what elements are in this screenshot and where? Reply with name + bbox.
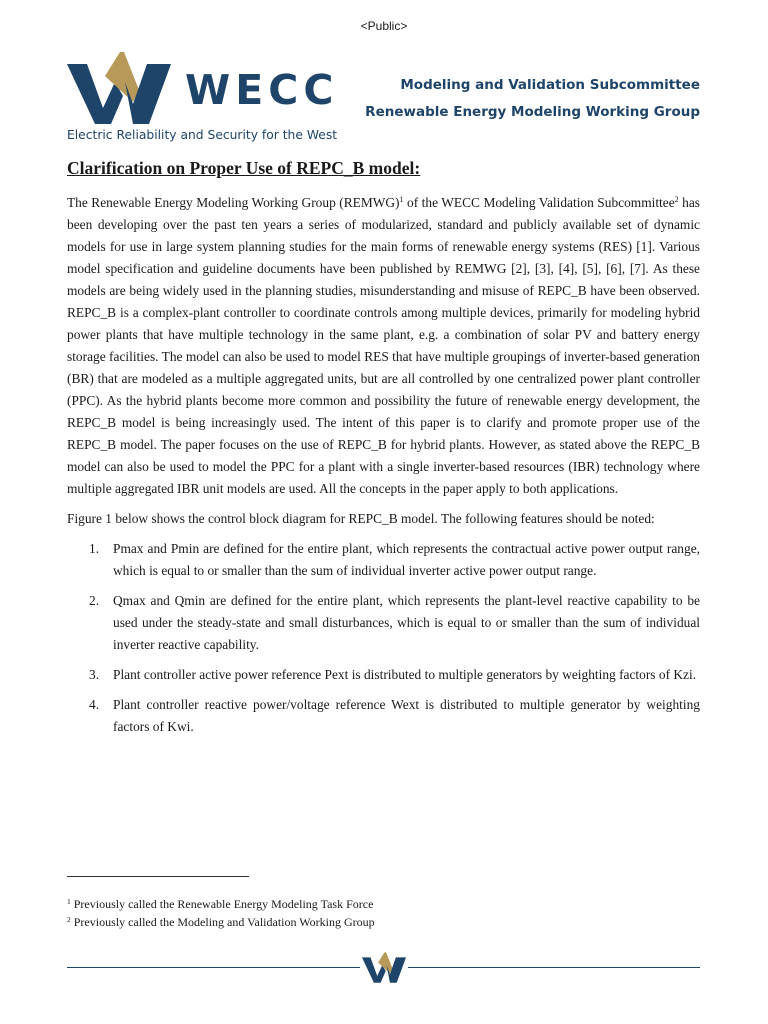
footnote-marker: 2 bbox=[67, 914, 71, 924]
document-body bbox=[67, 192, 700, 746]
intro-text-1: The Renewable Energy Modeling Working Group (REMWG) bbox=[67, 195, 400, 210]
wecc-w-logo-icon bbox=[67, 52, 171, 126]
footer-rule-right bbox=[408, 967, 700, 968]
list-item bbox=[67, 538, 700, 582]
footnotes bbox=[67, 896, 375, 931]
header-committee-block bbox=[365, 72, 700, 126]
list-item-text: Plant controller active power reference Pext is distributed to multiple generators by weighting factors of Kzi. bbox=[113, 667, 697, 682]
footnote-text: Previously called the Renewable Energy Modeling Task Force bbox=[70, 897, 374, 911]
list-item bbox=[67, 590, 700, 656]
subcommittee-name: Modeling and Validation Subcommittee bbox=[400, 77, 700, 93]
document-title: Clarification on Proper Use of REPC_B model: bbox=[67, 158, 421, 178]
list-item-number: 3. bbox=[89, 667, 100, 682]
list-item-number: 2. bbox=[89, 593, 100, 608]
list-item-text: Pmax and Pmin are defined for the entire plant, which represents the contractual active power output range, which is equal to or smaller than the sum of individual inverter active power output range. bbox=[113, 541, 700, 578]
list-item bbox=[67, 664, 700, 686]
working-group-name: Renewable Energy Modeling Working Group bbox=[365, 104, 700, 120]
intro-text-3: has been developing over the past ten years a series of modularized, standard and publicly available set of dynamic models for use in large system planning studies for the main forms of renewable energy systems (RES) [1]. Various model specification and guideline documents have been published by REMWG [2], [3], [4], [5], [6], [7]. As these models are being widely used in the planning studies, misunderstanding and misuse of REPC_B have been observed. REPC_B is a complex-plant controller to coordinate controls among multiple devices, primarily for modeling hybrid power plants that have multiple technology in the same plant, e.g. a combination of solar PV and battery energy storage facilities. The model can also be used to model RES that have multiple groupings of inverter-based generation (BR) that are modeled as a multiple aggregated units, but are all controlled by one centralized power plant controller (PPC). As the hybrid plants become more common and possibility the future of renewable energy development, the REPC_B model is being increasingly used. The intent of this paper is to clarify and promote proper use of the REPC_B model. The paper focuses on the use of REPC_B for hybrid plants. However, as stated above the REPC_B model can also be used to model the PPC for a plant with a single inverter-based resources (IBR) technology where multiple aggregated IBR unit models are used. All the concepts in the paper apply to both applications. bbox=[67, 195, 700, 496]
footnote-1 bbox=[67, 896, 375, 914]
list-item-number: 1. bbox=[89, 541, 100, 556]
footnote-text: Previously called the Modeling and Validation Working Group bbox=[70, 914, 375, 929]
footnote-marker: 1 bbox=[67, 897, 71, 906]
list-item-number: 4. bbox=[89, 697, 100, 712]
list-item-text: Qmax and Qmin are defined for the entire plant, which represents the plant-level reactive capability to be used under the steady-state and small disturbances, which is equal to or smaller than the sum of individual inverter reactive capability. bbox=[113, 593, 700, 652]
list-item-text: Plant controller reactive power/voltage reference Wext is distributed to multiple generator by weighting factors of Kwi. bbox=[113, 697, 700, 734]
classification-label: <Public> bbox=[360, 19, 408, 33]
footnote-ref-2[interactable]: 2 bbox=[674, 195, 679, 204]
logo-tagline: Electric Reliability and Security for the West bbox=[67, 128, 338, 142]
logo-wordmark: WECC bbox=[185, 66, 339, 114]
footnote-2 bbox=[67, 914, 375, 932]
footer-rule-left bbox=[67, 967, 360, 968]
intro-text-2: of the WECC Modeling Validation Subcommittee bbox=[403, 195, 675, 210]
intro-paragraph bbox=[67, 192, 700, 500]
footnote-ref-1[interactable]: 1 bbox=[399, 195, 404, 204]
figure-intro-paragraph: Figure 1 below shows the control block diagram for REPC_B model. The following features should be noted: bbox=[67, 511, 655, 526]
feature-list bbox=[67, 538, 700, 738]
footnote-divider bbox=[67, 876, 249, 877]
wecc-footer-logo-icon bbox=[362, 952, 406, 984]
list-item bbox=[67, 694, 700, 738]
